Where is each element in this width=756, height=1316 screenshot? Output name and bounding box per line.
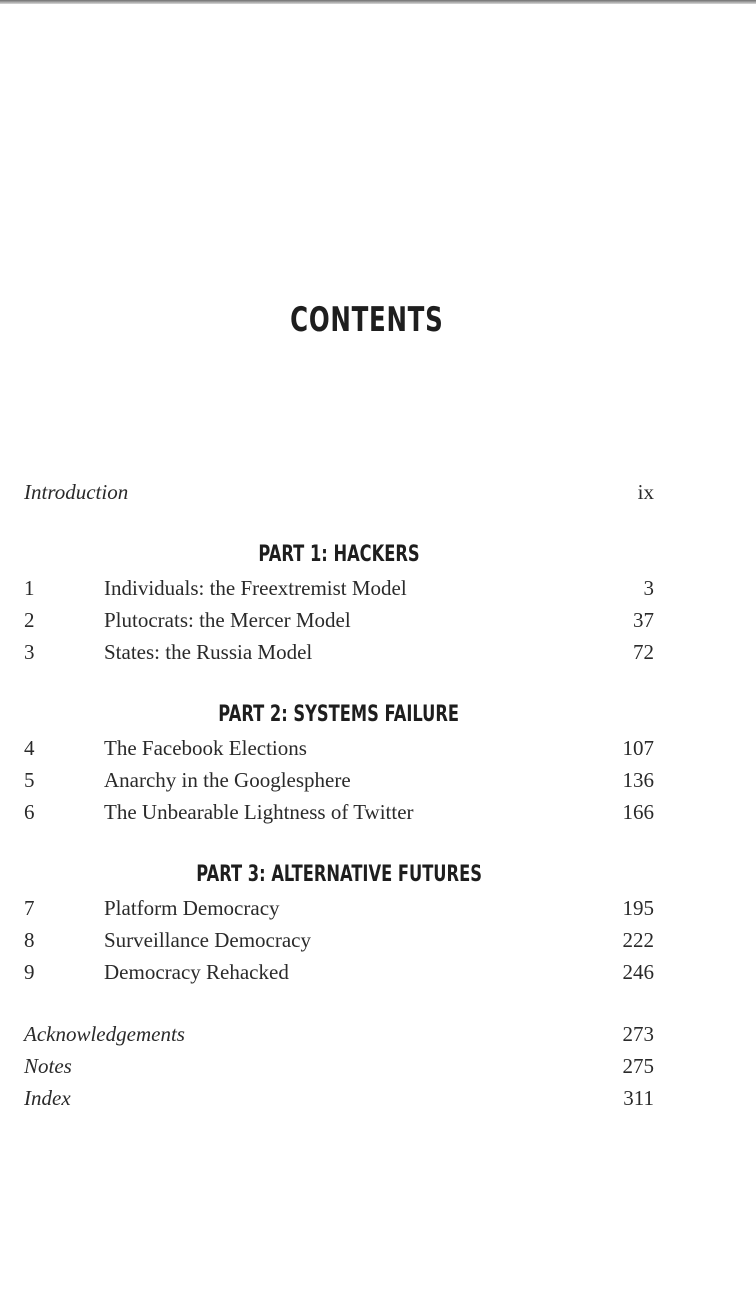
chapter-page: 107 [622, 736, 654, 760]
toc-entry-notes [24, 1052, 654, 1084]
part-heading-2: PART 2: SYSTEMS FAILURE [218, 702, 460, 727]
chapter-number: 6 [24, 800, 35, 824]
chapter-number: 1 [24, 576, 35, 600]
chapter-page: 246 [622, 960, 654, 984]
chapter-page: 222 [622, 928, 654, 952]
chapter-title: Individuals: the Freextremist Model [104, 576, 407, 600]
entry-title: Introduction [24, 480, 129, 504]
chapter-title: Surveillance Democracy [104, 928, 311, 952]
toc-entry-chapter-3 [24, 638, 654, 670]
chapter-page: 166 [622, 800, 654, 824]
entry-page: 275 [622, 1054, 654, 1078]
chapter-number: 7 [24, 896, 35, 920]
toc-entry-chapter-6 [24, 798, 654, 830]
chapter-title: Democracy Rehacked [104, 960, 289, 984]
chapter-number: 4 [24, 736, 35, 760]
chapter-page: 37 [633, 608, 654, 632]
chapter-number: 2 [24, 608, 35, 632]
toc-entry-acknowledgements [24, 1020, 654, 1052]
chapter-number: 3 [24, 640, 35, 664]
chapter-title: Anarchy in the Googlesphere [104, 768, 351, 792]
chapter-title: The Facebook Elections [104, 736, 307, 760]
toc-entry-chapter-9 [24, 958, 654, 990]
entry-page: 273 [622, 1022, 654, 1046]
chapter-page: 72 [633, 640, 654, 664]
chapter-number: 5 [24, 768, 35, 792]
toc-entry-chapter-1 [24, 574, 654, 606]
chapter-page: 136 [622, 768, 654, 792]
toc-entry-index [24, 1084, 654, 1116]
page-top-edge [0, 0, 756, 4]
toc-entry-chapter-4 [24, 734, 654, 766]
toc-entry-chapter-5 [24, 766, 654, 798]
toc-entry-chapter-8 [24, 926, 654, 958]
chapter-number: 8 [24, 928, 35, 952]
chapter-title: Plutocrats: the Mercer Model [104, 608, 351, 632]
chapter-title: States: the Russia Model [104, 640, 313, 664]
chapter-title: Platform Democracy [104, 896, 280, 920]
chapter-page: 3 [643, 576, 654, 600]
chapter-title: The Unbearable Lightness of Twitter [104, 800, 414, 824]
chapter-page: 195 [622, 896, 654, 920]
entry-page: ix [637, 480, 654, 504]
part-heading-1: PART 1: HACKERS [258, 542, 420, 567]
entry-title: Acknowledgements [24, 1022, 185, 1046]
entry-page: 311 [623, 1086, 654, 1110]
entry-title: Notes [24, 1054, 72, 1078]
contents-heading: CONTENTS [290, 300, 444, 340]
toc-entry-chapter-7 [24, 894, 654, 926]
table-of-contents [24, 478, 654, 1116]
toc-entry-chapter-2 [24, 606, 654, 638]
entry-title: Index [24, 1086, 71, 1110]
toc-entry-introduction [24, 478, 654, 510]
chapter-number: 9 [24, 960, 35, 984]
part-heading-3: PART 3: ALTERNATIVE FUTURES [196, 862, 482, 887]
